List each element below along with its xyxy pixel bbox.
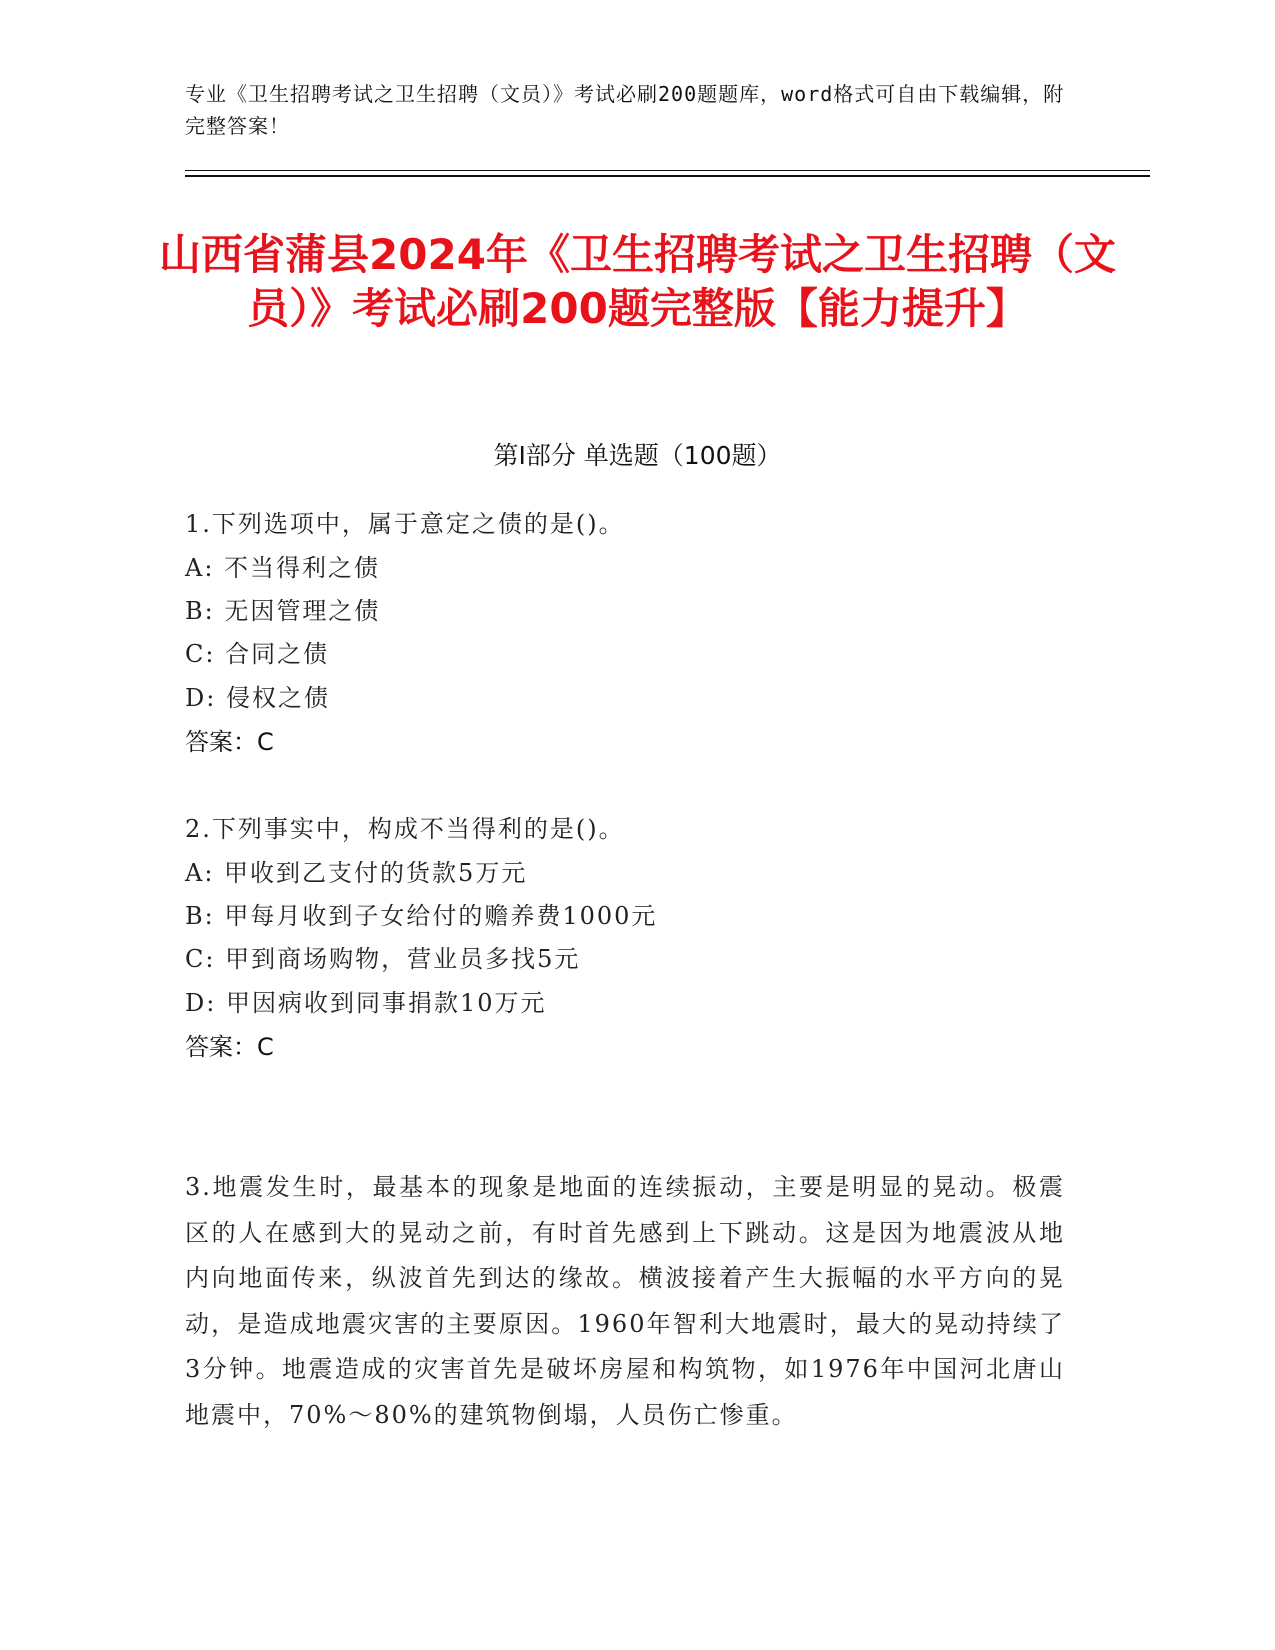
question-1-answer: 答案：C [185, 728, 274, 756]
question-2-option-d: D: 甲因病收到同事捐款10万元 [185, 989, 547, 1017]
question-1-option-c: C: 合同之债 [185, 640, 330, 668]
question-1-option-b: B: 无因管理之债 [185, 597, 381, 625]
document-title: 山西省蒲县2024年《卫生招聘考试之卫生招聘（文员）》考试必刷200题完整版【能力提升】 [159, 230, 1116, 333]
section-title: 第I部分 单选题（100题） [493, 441, 782, 470]
question-2-option-b: B: 甲每月收到子女给付的赡养费1000元 [185, 902, 658, 930]
header-note: 专业《卫生招聘考试之卫生招聘（文员）》考试必刷200题题库，word格式可自由下载编辑，附完整答案！ [185, 82, 1065, 138]
question-1-option-a: A: 不当得利之债 [185, 554, 381, 582]
question-2-option-c: C: 甲到商场购物，营业员多找5元 [185, 945, 581, 973]
question-1-option-d: D: 侵权之债 [185, 684, 330, 712]
question-3-stem: 3.地震发生时，最基本的现象是地面的连续振动，主要是明显的晃动。极震区的人在感到大的晃动之前，有时首先感到上下跳动。这是因为地震波从地内向地面传来，纵波首先到达的缘故。横波接着产生大振幅的水平方向的晃动，是造成地震灾害的主要原因。1960年智利大地震时，最大的晃动持续了3分钟。地震造成的灾害首先是破坏房屋和构筑物，如1976年中国河北唐山地震中，70%～80%的建筑物倒塌，人员伤亡惨重。 [185, 1173, 1065, 1429]
header-rule-thick [185, 175, 1150, 177]
question-2-answer: 答案：C [185, 1033, 274, 1061]
question-2-stem: 2.下列事实中，构成不当得利的是()。 [185, 815, 625, 843]
question-2-option-a: A: 甲收到乙支付的货款5万元 [185, 859, 528, 887]
question-1-stem: 1.下列选项中，属于意定之债的是()。 [185, 510, 625, 538]
header-rule-thin [185, 170, 1150, 171]
